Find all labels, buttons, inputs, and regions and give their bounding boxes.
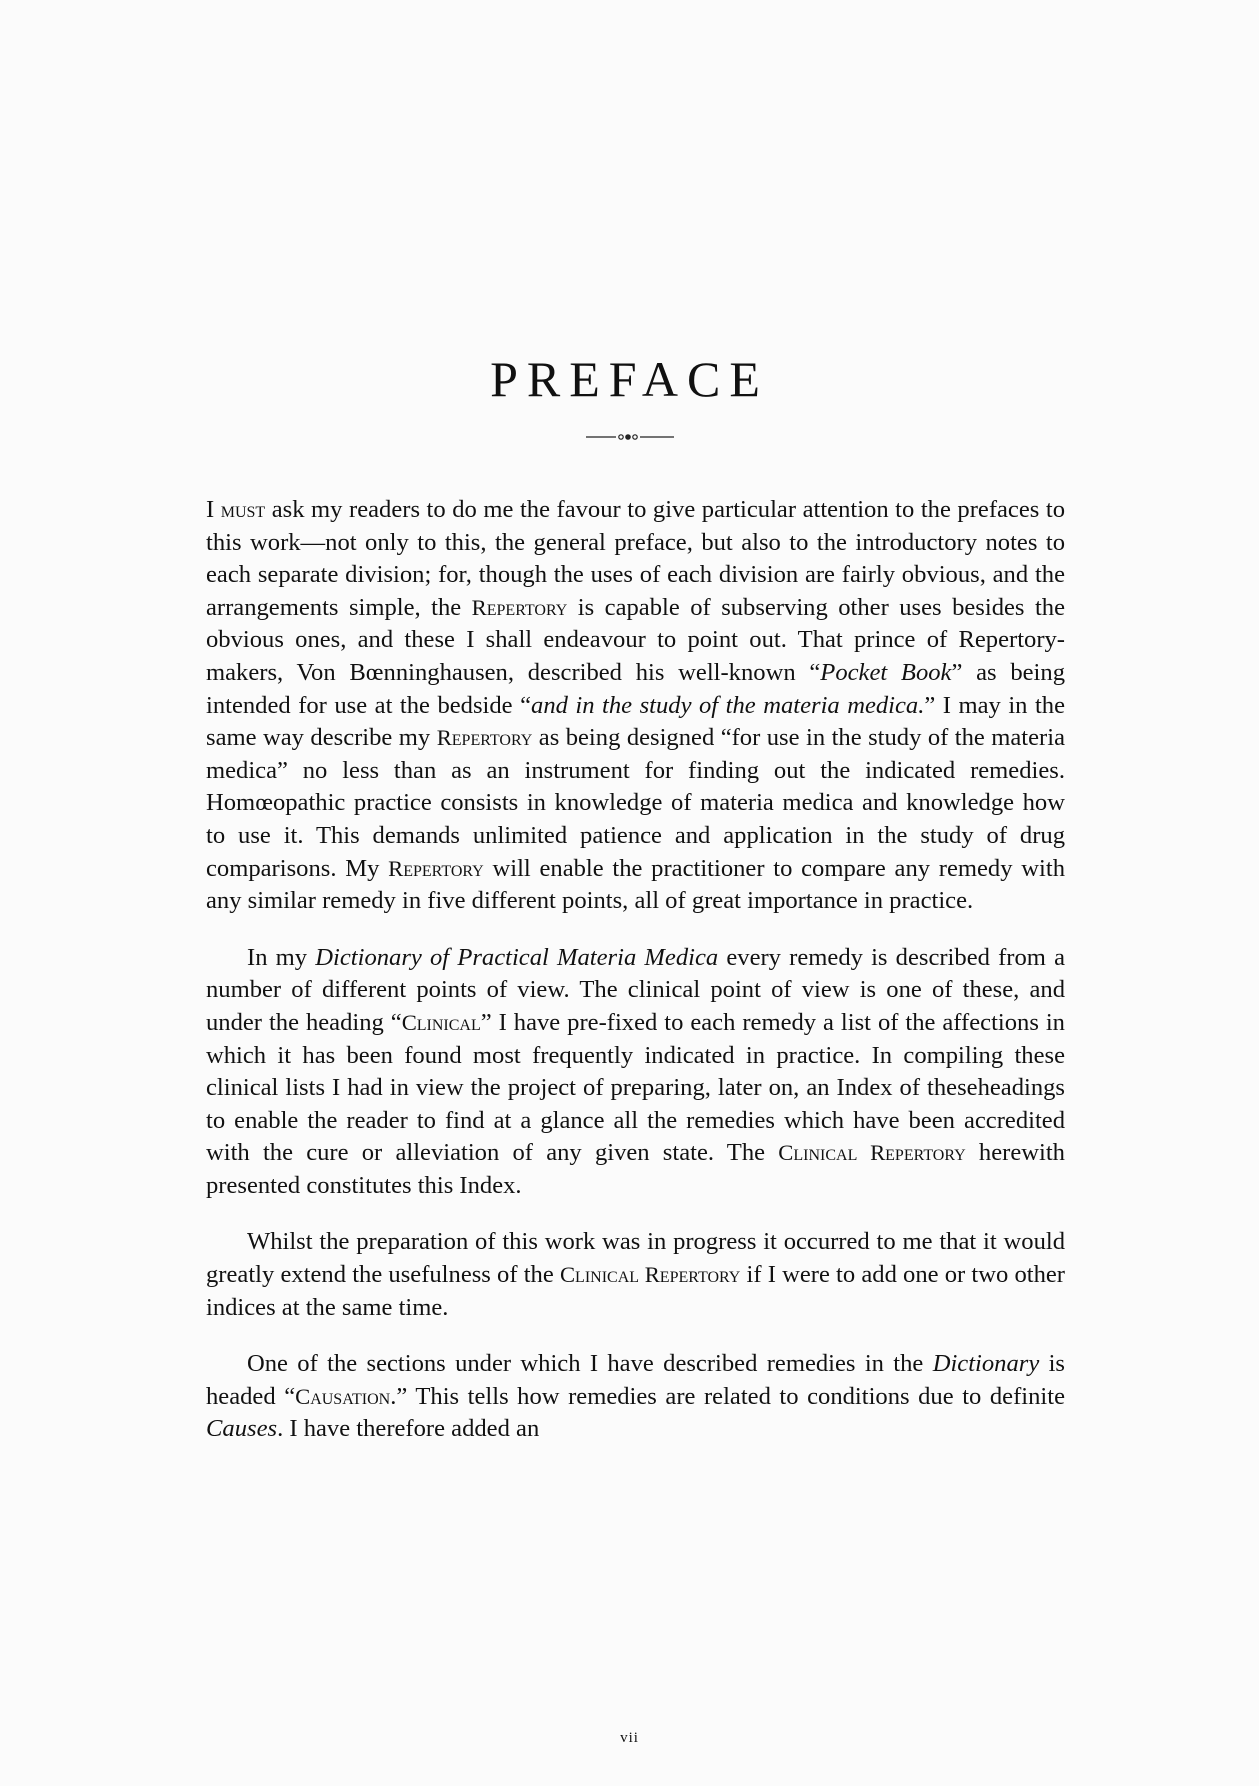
- preface-body: [206, 494, 1065, 1470]
- small-caps-text: Repertory: [471, 594, 568, 620]
- small-caps-text: Clinical Repertory: [778, 1140, 966, 1166]
- paragraph-1: [206, 494, 1065, 918]
- text-run: ask my readers to do me the favour to give particular attention to the prefaces to this work—not only to this, the general preface, but also to the introductory notes to each separate division; for, though the uses of each division are fairly obvious, and the arrangements simple, the: [206, 496, 1065, 621]
- italic-text: Causes: [206, 1415, 278, 1443]
- paragraph-2: [206, 942, 1065, 1203]
- text-run: . I have therefore added an: [277, 1415, 540, 1443]
- italic-text: and in the study of the materia medica.: [531, 691, 925, 719]
- small-caps-text: Repertory: [436, 725, 533, 751]
- text-run: as being designed “for use in the study of the materia medica” no less than as an instrument for finding out the indicated remedies. Homœopathic practice consists in knowledge of materia medica and knowledge how to use it. This demands unlimited patience and application in the study of drug comparisons. My: [206, 724, 1065, 882]
- italic-text: Dictionary of Practical Materia Medica: [315, 943, 719, 971]
- text-run: every remedy is described from a number of different points of view. The clinical point of view is one of these, and under the heading “: [206, 943, 1065, 1036]
- text-run: One of the sections under which I have described remedies in the: [247, 1350, 933, 1378]
- paragraph-3: [206, 1226, 1065, 1324]
- text-run: herewith presented constitutes this Index.: [206, 1139, 1065, 1199]
- small-caps-text: Clinical Repertory: [559, 1262, 741, 1288]
- text-run: ” as being intended for use at the bedside “: [206, 658, 1065, 719]
- page-number: vii: [620, 1730, 639, 1746]
- text-run: will enable the practitioner to compare any remedy with any similar remedy in five different points, all of great importance in practice.: [206, 854, 1065, 915]
- title-ornament: [586, 432, 674, 442]
- text-run: if I were to add one or two other indices at the same time.: [206, 1261, 1065, 1321]
- italic-text: Dictionary: [932, 1350, 1040, 1378]
- text-run: .” This tells how remedies are related to conditions due to definite: [390, 1382, 1065, 1410]
- small-caps-text: Causation: [295, 1383, 391, 1409]
- text-run: ” I may in the same way describe my: [206, 691, 1066, 752]
- text-run: I: [206, 496, 221, 523]
- text-run: In my: [247, 943, 316, 971]
- italic-text: Pocket Book: [820, 658, 952, 686]
- text-run: is headed “: [206, 1350, 1065, 1410]
- small-caps-text: Repertory: [388, 855, 484, 881]
- paragraph-4: [206, 1348, 1065, 1446]
- text-run: is capable of subserving other uses besides the obvious ones, and these I shall endeavour to point out. That prince of Repertory-makers, Von Bœnninghausen, described his well-known “: [206, 593, 1065, 686]
- small-caps-text: must: [220, 497, 266, 522]
- small-caps-text: Clinical: [401, 1009, 481, 1035]
- page-title: PREFACE: [490, 351, 769, 407]
- text-run: Whilst the preparation of this work was in progress it occurred to me that it would greatly extend the usefulness of the: [206, 1228, 1065, 1289]
- text-run: ” I have pre-fixed to each remedy a list of the affections in which it has been found most frequently indicated in practice. In compiling these clinical lists I had in view the project of preparing, later on, an Index of theseheadings to enable the reader to find at a glance all the remedies which have been accredited with the cure or alleviation of any given state. The: [206, 1008, 1065, 1167]
